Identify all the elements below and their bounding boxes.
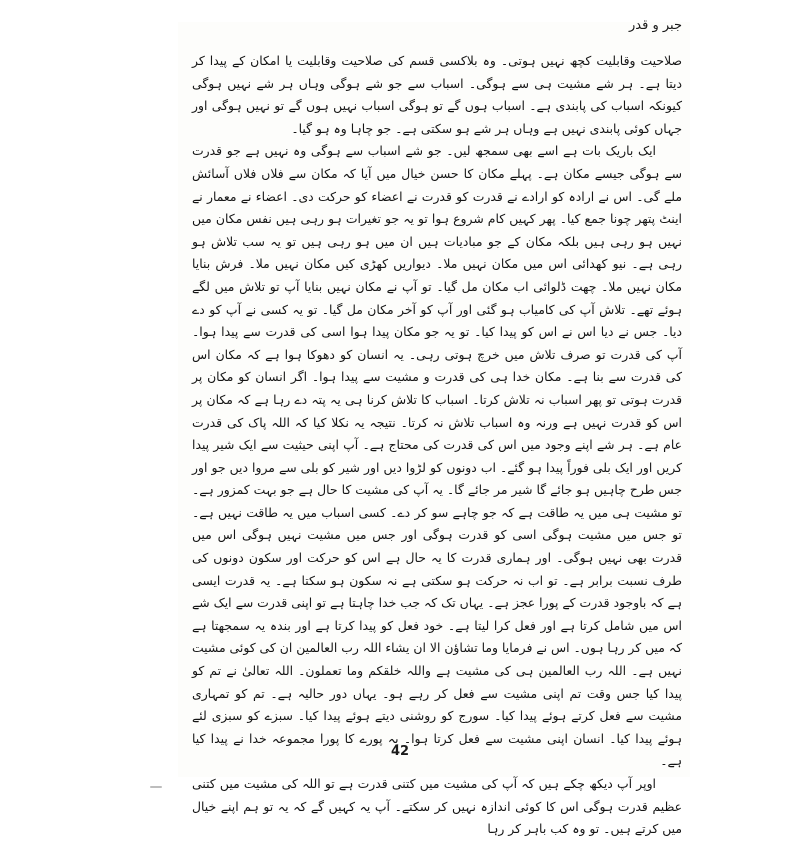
paragraph: اوپر آپ دیکھ چکے ہیں کہ آپ کی مشیت میں کتنی قدرت ہے تو اللہ کی مشیت میں کتنی عظیم قدرت ہوگی اس کا کوئی اندازہ نہیں کر سکتے۔ آپ یہ کہیں گے کہ یہ تو ہم اپنے خیال میں کرتے ہیں۔ تو وہ کب باہر کر رہا — [192, 776, 682, 837]
paragraph: صلاحیت وقابلیت کچھ نہیں ہوتی۔ وہ بلاکسی قسم کی صلاحیت وقابلیت یا امکان کے پیدا کر دیتا ہے۔ ہر شے مشیت ہی سے ہوگی۔ اسباب سے جو شے ہوگی وہاں ہر شے نہیں ہوگی کیونکہ اسباب کی پابندی ہے۔ اسباب ہوں گے تو ہوگی اسباب نہیں ہوں گے تو نہیں ہوگی اور جہاں کوئی پابندی نہیں ہے وہاں ہر شے ہو سکتی ہے۔ جو چاہا وہ ہو گیا۔ — [192, 53, 682, 136]
running-head: جبر و قدر — [629, 18, 682, 33]
scan-mark — [150, 786, 162, 788]
page-number: 42 — [390, 744, 410, 759]
paragraph: ایک باریک بات ہے اسے بھی سمجھ لیں۔ جو شے اسباب سے ہوگی وہ نہیں ہے جو قدرت سے ہوگی جیسے مکان ہے۔ پہلے مکان کا حسن خیال میں آیا کہ مکان سے فلاں فلاں آسائش ملے گی۔ اس نے ارادہ کو ارادے نے قدرت کو قدرت نے اعضاء کو حرکت دی۔ اعضاء نے معمار نے اینٹ پتھر چونا جمع کیا۔ پھر کہیں کام شروع ہوا تو یہ جو تغیرات ہو رہی ہیں نفس مکان میں نہیں ہو رہی ہیں بلکہ مکان کے جو مبادیات ہیں ان میں ہو رہی ہیں تو یہ سب تلاش ہو رہی ہے۔ نیو کھدائی اس میں مکان نہیں ملا۔ دیواریں کھڑی کیں مکان نہیں ملا۔ فرش بنایا مکان نہیں ملا۔ چھت ڈلوائی اب مکان مل گیا۔ تو آپ نے مکان نہیں بنایا آپ تو تلاش میں لگے ہوئے تھے۔ تلاش آپ کی کامیاب ہو گئی اور آپ کو آخر مکان مل گیا۔ تو یہ کسی نے آپ کو دے دیا۔ جس نے دیا اس نے اس کو پیدا کیا۔ تو یہ جو مکان پیدا ہوا اسی کی قدرت سے پیدا ہوا۔ آپ کی قدرت تو صرف تلاش میں خرچ ہوتی رہی۔ یہ انسان کو دھوکا ہوا ہے کہ مکان اس کی قدرت سے بنا ہے۔ مکان خدا ہی کی قدرت و مشیت سے پیدا ہوا۔ اگر انسان کو مکان پر قدرت ہوتی تو پھر اسباب نہ تلاش کرتا۔ اسباب کا تلاش کرنا ہی یہ پتہ دے رہا ہے کہ مکان پر اس کو قدرت نہیں ہے ورنہ وہ اسباب تلاش نہ کرتا۔ نتیجہ یہ نکلا کیا کہ اللہ پاک کی قدرت عام ہے۔ ہر شے اپنے وجود میں اس کی قدرت کی محتاج ہے۔ آپ اپنی حیثیت سے ایک شیر پیدا کریں اور ایک بلی فوراً پیدا ہو گئے۔ اب دونوں کو لڑوا دیں اور شیر کو بلی سے مروا دیں جو اور جس طرح چاہیں ہو جائے گا شیر مر جائے گا۔ یہ آپ کی مشیت کا حال ہے جو بہت کمزور ہے۔ تو مشیت ہی میں یہ طاقت ہے کہ جو چاہے سو کر دے۔ کسی اسباب میں یہ طاقت نہیں ہے۔ تو جس میں مشیت ہوگی اسی کو قدرت ہوگی اور جس میں مشیت نہیں ہوگی اس میں قدرت بھی نہیں ہوگی۔ اور ہماری قدرت کا یہ حال ہے اس کو حرکت اور سکون دونوں کی طرف نسبت برابر ہے۔ تو اب نہ حرکت ہو سکتی ہے نہ سکون ہو سکتا ہے۔ یہ قدرت ایسی ہے کہ باوجود قدرت کے پورا عجز ہے۔ یہاں تک کہ جب خدا چاہتا ہے تو اپنی قدرت سے ایک شے اس میں شامل کرتا ہے اور فعل کرا لیتا ہے۔ خود فعل کو پیدا کرتا ہے اور بندہ یہ سمجھتا ہے کہ میں کر رہا ہوں۔ اس نے فرمایا وما تشاؤن الا ان یشاء اللہ رب العالمین ان کی کوئی مشیت نہیں ہے۔ اللہ رب العالمین ہی کی مشیت ہے واللہ خلقکم وما تعملون۔ اللہ تعالیٰ نے تم کو پیدا کیا جس وقت تم اپنی مشیت سے فعل کر رہے ہو۔ یہاں دور حالیہ ہے۔ تم کو تمہاری مشیت سے فعل کرتے ہوئے پیدا کیا۔ سورج کو روشنی دیتے ہوئے پیدا کیا۔ سبزے کو سبزی لئے ہوئے پیدا کیا۔ انسان اپنی مشیت سے فعل کرتا ہوا۔ یہ پورے کا پورا مجموعہ خدا نے پیدا کیا ہے۔ — [192, 143, 682, 769]
